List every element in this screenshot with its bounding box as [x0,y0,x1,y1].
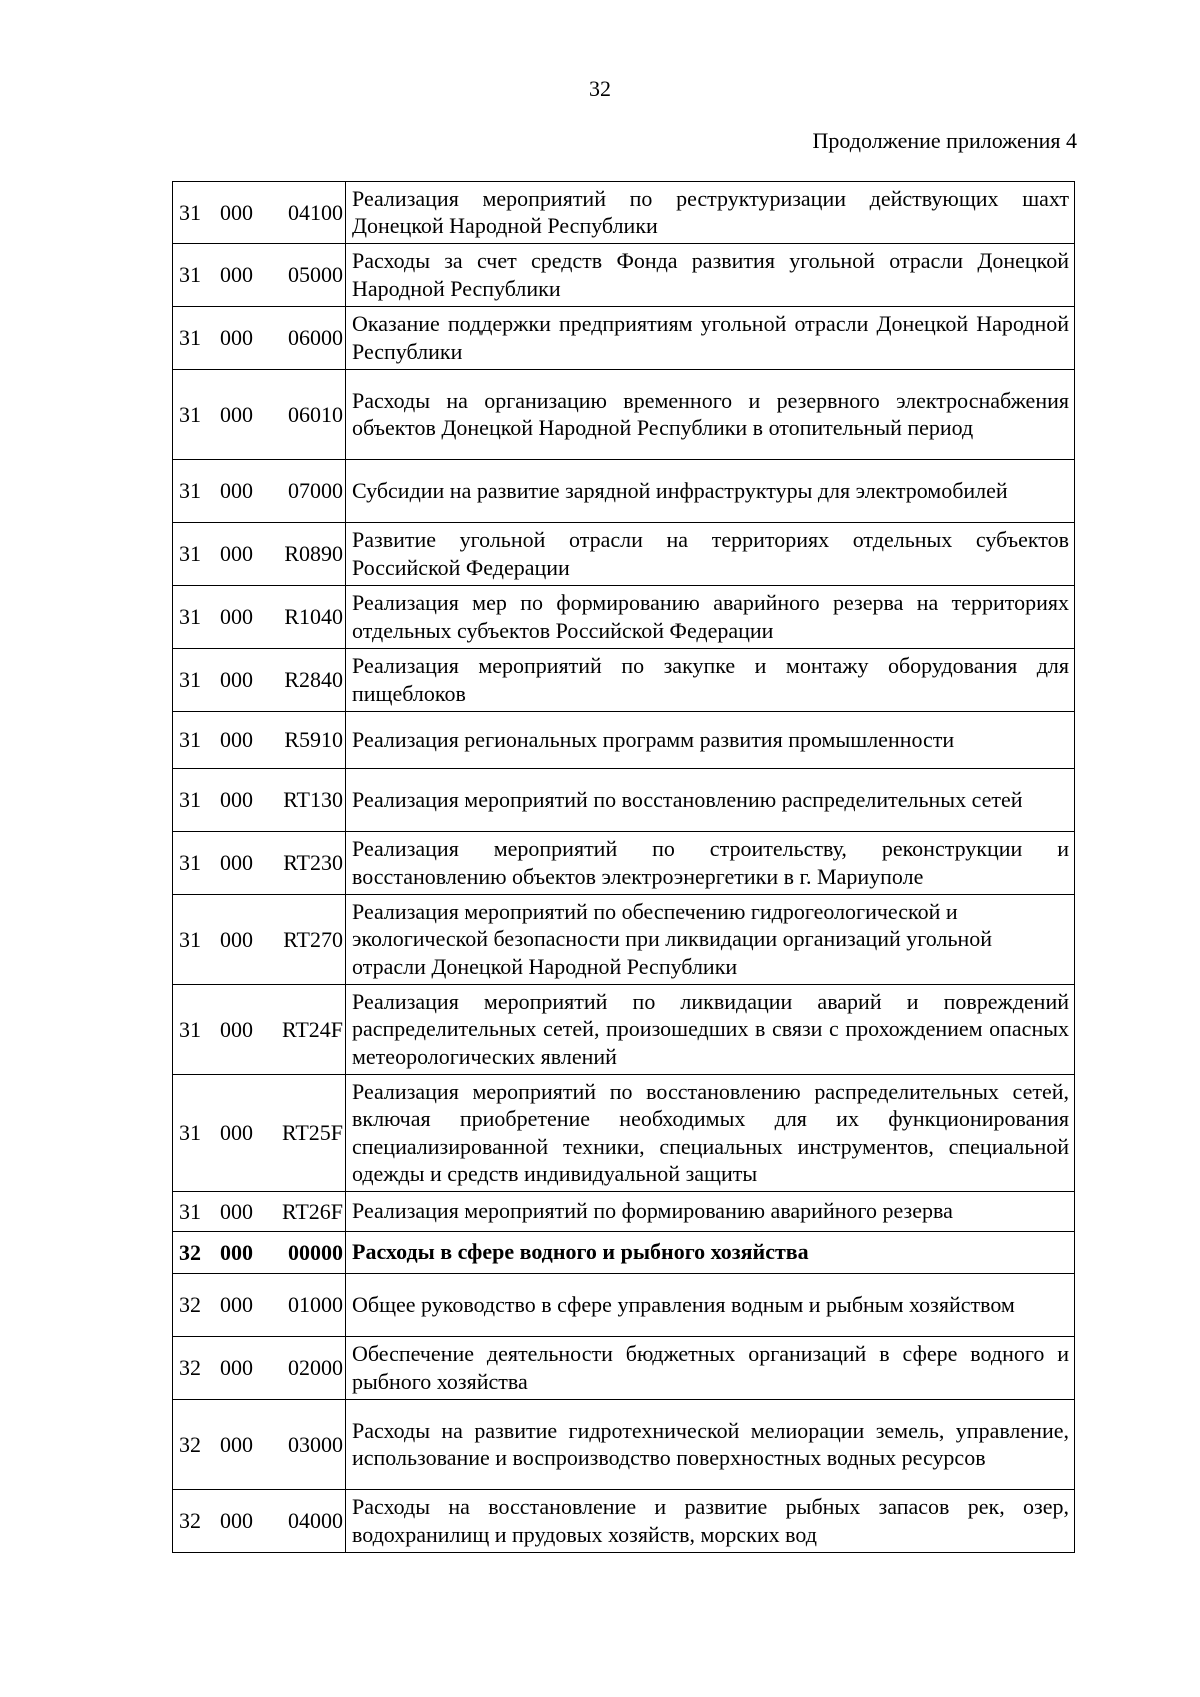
code-cell [173,1400,346,1490]
description-cell: Реализация мероприятий по ликвидации аварий и повреждений распределительных сетей, произошедших в связи с прохождением опасных метеорологических явлений [346,985,1075,1075]
code-program: 31 [179,850,201,876]
code-cell [173,460,346,523]
code-cell [173,586,346,649]
code-program: 32 [179,1508,201,1534]
appendix-continuation-label: Продолжение приложения 4 [812,128,1077,153]
code-program: 31 [179,604,201,630]
table-row [173,985,1075,1075]
code-cell [173,895,346,985]
code-direction: RT130 [283,787,343,813]
code-cell [173,1337,346,1400]
code-cell [173,769,346,832]
table-row [173,182,1075,244]
budget-codes-table [172,181,1075,1553]
code-program: 31 [179,325,201,351]
code-subprogram: 000 [220,1016,253,1042]
code-direction: 01000 [288,1292,343,1318]
code-direction: RT24F [281,1016,343,1042]
code-cell [173,649,346,712]
table-row [173,1400,1075,1490]
table-row [173,586,1075,649]
code-cell [173,832,346,895]
description-cell: Расходы на восстановление и развитие рыбных запасов рек, озер, водохранилищ и прудовых хозяйств, морских вод [346,1490,1075,1553]
code-direction: 00000 [288,1239,343,1265]
description-cell: Реализация мероприятий по обеспечению гидрогеологической и экологической безопасности при ликвидации организаций угольной отрасли Донецкой Народной Республики [346,895,1075,985]
code-cell [173,1490,346,1553]
code-cell [173,1075,346,1192]
description-cell: Расходы на развитие гидротехнической мелиорации земель, управление, использование и воспроизводство поверхностных водных ресурсов [346,1400,1075,1490]
code-direction: R5910 [284,727,343,753]
code-subprogram: 000 [220,199,253,225]
code-direction: 04000 [288,1508,343,1534]
description-cell: Расходы за счет средств Фонда развития угольной отрасли Донецкой Народной Республики [346,244,1075,307]
code-program: 31 [179,1016,201,1042]
code-direction: 03000 [288,1431,343,1457]
code-program: 31 [179,401,201,427]
code-cell [173,523,346,586]
code-direction: 06010 [288,401,343,427]
code-cell [173,1232,346,1274]
table-row [173,769,1075,832]
code-subprogram: 000 [220,850,253,876]
description-cell: Реализация мероприятий по восстановлению распределительных сетей [346,769,1075,832]
description-cell: Расходы в сфере водного и рыбного хозяйства [346,1232,1075,1274]
code-program: 32 [179,1431,201,1457]
code-program: 31 [179,262,201,288]
table-body [173,182,1075,1553]
description-cell: Расходы на организацию временного и резервного электроснабжения объектов Донецкой Народной Республики в отопительный период [346,370,1075,460]
table-row [173,244,1075,307]
code-subprogram: 000 [220,727,253,753]
description-cell: Развитие угольной отрасли на территориях отдельных субъектов Российской Федерации [346,523,1075,586]
description-cell: Реализация мероприятий по формированию аварийного резерва [346,1192,1075,1232]
table-row [173,712,1075,769]
code-direction: 07000 [288,478,343,504]
code-subprogram: 000 [220,325,253,351]
table-row [173,307,1075,370]
description-cell: Реализация мер по формированию аварийного резерва на территориях отдельных субъектов Российской Федерации [346,586,1075,649]
code-cell [173,985,346,1075]
table-row [173,895,1075,985]
code-subprogram: 000 [220,1431,253,1457]
code-direction: 02000 [288,1355,343,1381]
table-row [173,460,1075,523]
code-subprogram: 000 [220,1508,253,1534]
code-direction: RT270 [283,926,343,952]
code-cell [173,244,346,307]
table-row [173,1075,1075,1192]
description-cell: Общее руководство в сфере управления водным и рыбным хозяйством [346,1274,1075,1337]
description-cell: Обеспечение деятельности бюджетных организаций в сфере водного и рыбного хозяйства [346,1337,1075,1400]
code-direction: RT230 [283,850,343,876]
description-cell: Субсидии на развитие зарядной инфраструктуры для электромобилей [346,460,1075,523]
code-subprogram: 000 [220,926,253,952]
code-subprogram: 000 [220,667,253,693]
code-subprogram: 000 [220,478,253,504]
description-cell: Реализация мероприятий по восстановлению распределительных сетей, включая приобретение необходимых для их функционирования специализированной техники, специальных инструментов, специальной одежды и средств индивидуальной защиты [346,1075,1075,1192]
code-program: 32 [179,1355,201,1381]
code-program: 31 [179,199,201,225]
code-program: 31 [179,926,201,952]
code-direction: RT26F [281,1198,343,1224]
code-program: 31 [179,478,201,504]
code-direction: R0890 [284,541,343,567]
code-cell [173,307,346,370]
table-row [173,1192,1075,1232]
table-row [173,649,1075,712]
code-direction: 06000 [288,325,343,351]
table-row [173,1274,1075,1337]
code-subprogram: 000 [220,541,253,567]
table-row [173,1232,1075,1274]
page-number: 32 [589,76,611,101]
code-subprogram: 000 [220,604,253,630]
table-row [173,523,1075,586]
code-direction: 05000 [288,262,343,288]
description-cell: Реализация мероприятий по закупке и монтажу оборудования для пищеблоков [346,649,1075,712]
code-program: 31 [179,1120,201,1146]
table-row [173,832,1075,895]
code-program: 31 [179,787,201,813]
code-program: 31 [179,1198,201,1224]
code-subprogram: 000 [220,1198,253,1224]
code-cell [173,1274,346,1337]
code-subprogram: 000 [220,1239,253,1265]
description-cell: Реализация региональных программ развития промышленности [346,712,1075,769]
code-subprogram: 000 [220,401,253,427]
code-cell [173,712,346,769]
description-cell: Реализация мероприятий по реструктуризации действующих шахт Донецкой Народной Республики [346,182,1075,244]
description-cell: Оказание поддержки предприятиям угольной отрасли Донецкой Народной Республики [346,307,1075,370]
code-direction: R1040 [284,604,343,630]
code-subprogram: 000 [220,262,253,288]
code-direction: 04100 [288,199,343,225]
code-subprogram: 000 [220,787,253,813]
table-row [173,1490,1075,1553]
code-subprogram: 000 [220,1355,253,1381]
description-cell: Реализация мероприятий по строительству, реконструкции и восстановлению объектов электроэнергетики в г. Мариуполе [346,832,1075,895]
code-program: 32 [179,1292,201,1318]
table-row [173,370,1075,460]
code-cell [173,370,346,460]
code-program: 31 [179,541,201,567]
code-program: 31 [179,727,201,753]
code-program: 31 [179,667,201,693]
code-cell [173,182,346,244]
code-subprogram: 000 [220,1292,253,1318]
table-row [173,1337,1075,1400]
code-direction: R2840 [284,667,343,693]
code-direction: RT25F [281,1120,343,1146]
code-cell [173,1192,346,1232]
code-program: 32 [179,1239,201,1265]
code-subprogram: 000 [220,1120,253,1146]
